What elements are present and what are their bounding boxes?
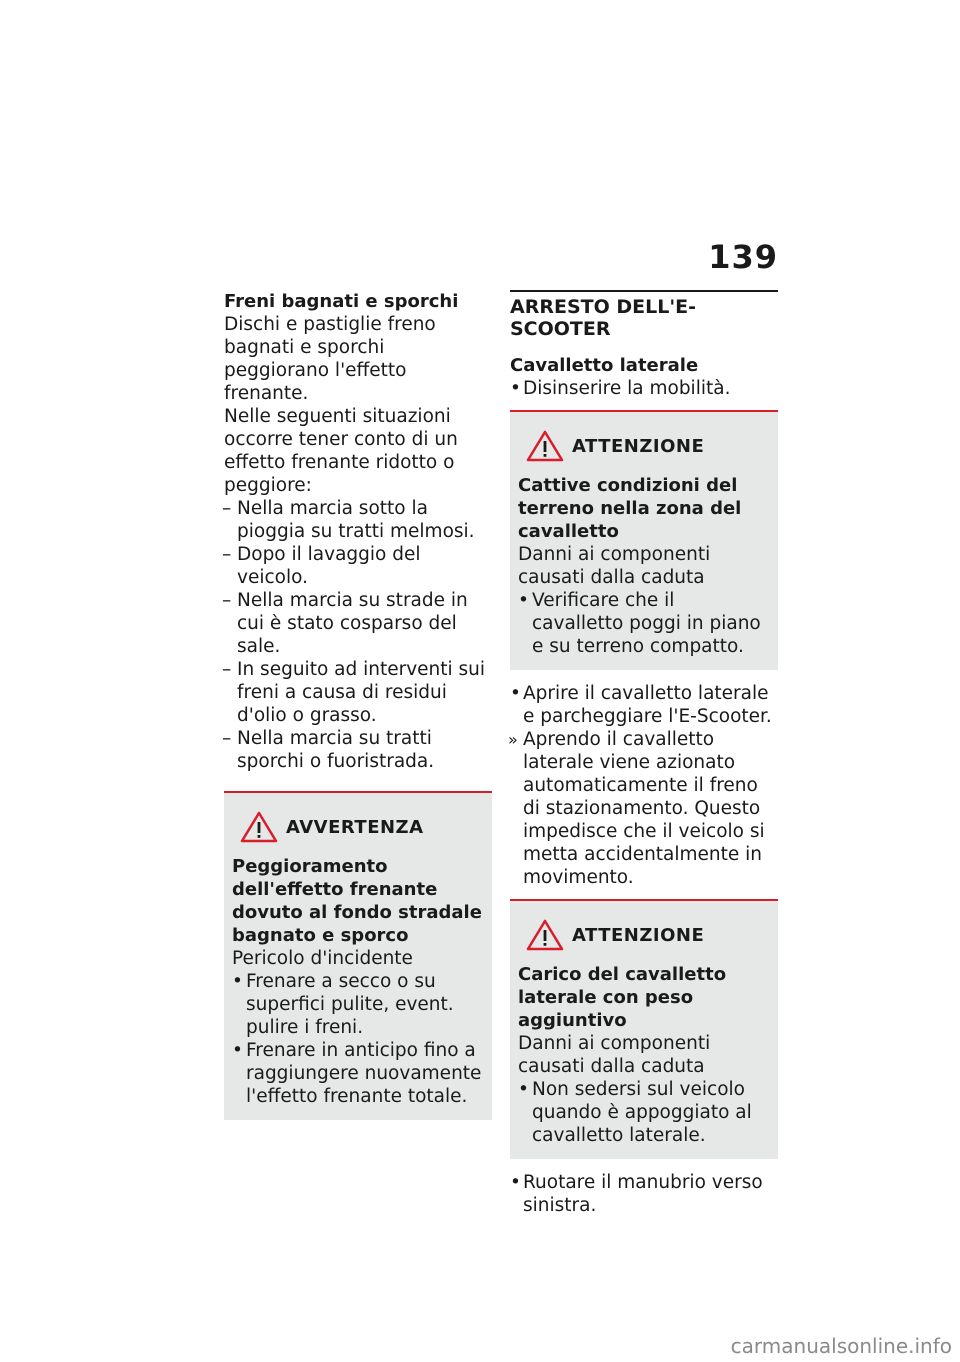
warning-title: Peggioramento dell'effetto frenante dovuto al fondo stradale bagnato e sporco [232, 856, 482, 946]
caution-consequence: Danni ai componenti causati dalla caduta [518, 1033, 711, 1077]
result-list [510, 728, 778, 889]
caution-label: ATTENZIONE [572, 435, 705, 457]
left-column [224, 290, 492, 1120]
caution-box-2 [510, 899, 778, 1159]
list-item: • Non sedersi sul veicolo quando è appoggiato al cavalletto laterale. [518, 1078, 770, 1147]
caution-actions [518, 1078, 770, 1147]
warning-icon [240, 811, 278, 843]
list-item: • Frenare in anticipo fino a raggiungere nuovamente l'effetto frenante totale. [232, 1039, 484, 1108]
step-list-1 [510, 377, 778, 400]
warning-icon [526, 430, 564, 462]
watermark-link[interactable]: carmanualsonline.info [730, 1334, 952, 1358]
list-item: • Ruotare il manubrio verso sinistra. [510, 1171, 778, 1217]
list-item: – Nella marcia su strade in cui è stato cosparso del sale. [224, 589, 492, 658]
step-list-3 [510, 1171, 778, 1217]
caution-box-1 [510, 410, 778, 670]
list-item: • Verificare che il cavalletto poggi in piano e su terreno compatto. [518, 589, 770, 658]
list-item: – In seguito ad interventi sui freni a causa di residui d'olio o grasso. [224, 658, 492, 727]
intro-paragraph-1: Dischi e pastiglie freno bagnati e sporchi peggiorano l'effetto frenante. [224, 314, 436, 404]
right-column [510, 290, 778, 1217]
caution-actions [518, 589, 770, 658]
list-item: • Aprire il cavalletto laterale e parcheggiare l'E-Scooter. [510, 682, 778, 728]
list-item: • Disinserire la mobilità. [510, 377, 778, 400]
caution-title: Cattive condizioni del terreno nella zona del cavalletto [518, 475, 742, 542]
intro-paragraph-2: Nelle seguenti situazioni occorre tener conto di un effetto frenante ridotto o peggiore: [224, 406, 458, 496]
caution-label: ATTENZIONE [572, 924, 705, 946]
warning-actions [232, 970, 484, 1108]
list-item: • Frenare a secco o su superfici pulite, event. pulire i freni. [232, 970, 484, 1039]
section-heading-wet-brakes: Freni bagnati e sporchi [224, 291, 459, 312]
caution-consequence: Danni ai componenti causati dalla caduta [518, 544, 711, 588]
list-item: – Nella marcia sotto la pioggia su tratti melmosi. [224, 497, 492, 543]
list-item: – Dopo il lavaggio del veicolo. [224, 543, 492, 589]
subheading-side-stand: Cavalletto laterale [510, 355, 699, 376]
step-list-2 [510, 682, 778, 728]
result-item: » Aprendo il cavalletto laterale viene azionato automaticamente il freno di stazionamento. Questo impedisce che il veicolo si metta accidentalmente in movimento. [510, 728, 778, 889]
situations-list [224, 497, 492, 773]
warning-consequence: Pericolo d'incidente [232, 948, 413, 969]
caution-title: Carico del cavalletto laterale con peso aggiuntivo [518, 964, 727, 1031]
list-item: – Nella marcia su tratti sporchi o fuoristrada. [224, 727, 492, 773]
warning-box [224, 791, 492, 1120]
warning-label: AVVERTENZA [286, 816, 424, 838]
warning-icon [526, 919, 564, 951]
section-title: ARRESTO DELL'E-SCOOTER [510, 290, 778, 344]
page-number: 139 [708, 238, 778, 276]
